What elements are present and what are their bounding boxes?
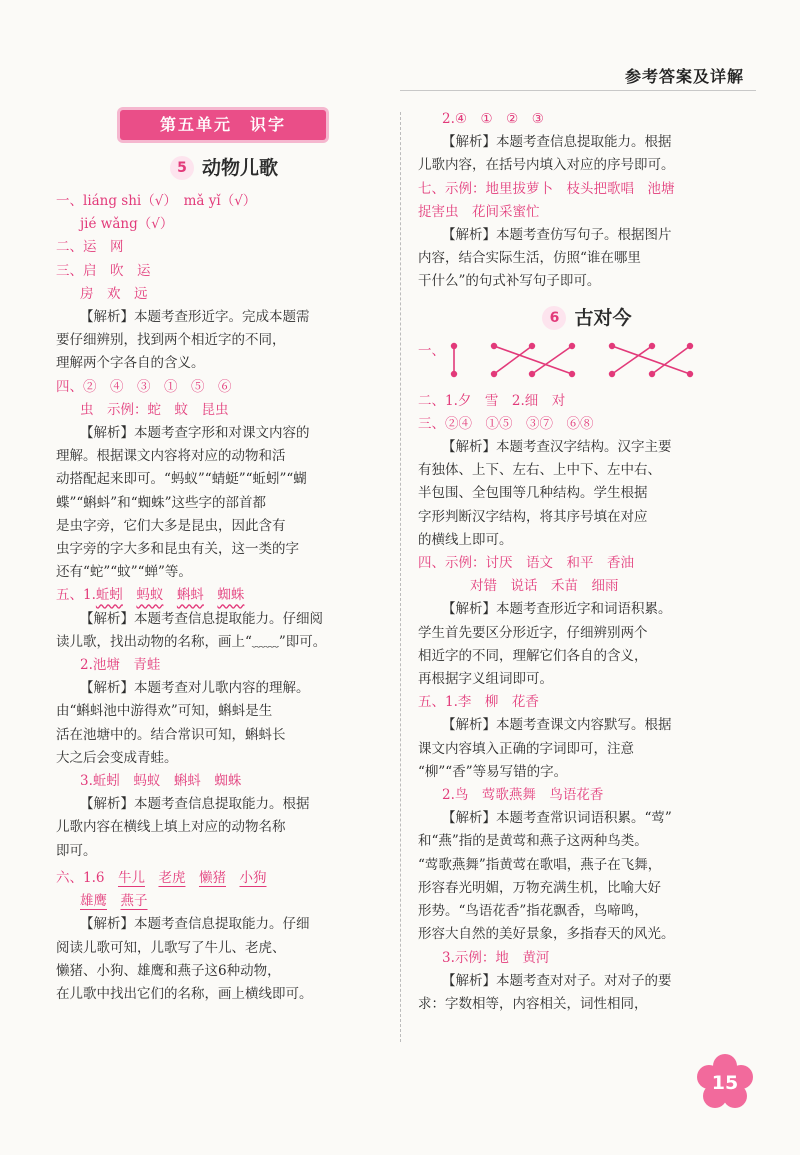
- page-number-badge: [696, 1054, 754, 1112]
- answer-line: [56, 584, 392, 607]
- lesson-title: 动物儿歌: [201, 157, 278, 179]
- explanation-line: 【解析】本题考查信息提取能力。根据: [80, 796, 310, 813]
- answer-prefix: 六、1.6: [56, 869, 105, 886]
- answer-line: 3.蚯蚓 蚂蚁 蝌蚪 蜘蛛: [80, 773, 242, 790]
- answer-line: 2.鸟 莺歌燕舞 鸟语花香: [442, 787, 604, 804]
- answer-line: 五、1.李 柳 花香: [418, 694, 539, 711]
- explanation-line: 由“蝌蚪池中游得欢”可知，蝌蚪是生: [56, 703, 273, 720]
- explanation-line: 【解析】本题考查信息提取能力。根据: [442, 134, 672, 151]
- wavy-word: 蜘蛛: [217, 587, 245, 604]
- explanation-line: 动搭配起来即可。“蚂蚁”“蜻蜓”“蚯蚓”“蝴: [56, 471, 307, 488]
- explanation-line: 懒猪、小狗、雄鹰和燕子这6种动物，: [56, 962, 281, 979]
- explanation-line: 儿歌内容，在括号内填入对应的序号即可。: [418, 157, 675, 174]
- underlined-word: 雄鹰: [80, 893, 107, 910]
- explanation-line: 有独体、上下、左右、上中下、左中右、: [418, 462, 661, 479]
- match-dot: [492, 343, 497, 348]
- explanation-line: 要仔细辨别，找到两个相近字的不同，: [56, 332, 286, 349]
- answer-line: 一、liáng shi（√） mǎ yǐ（√）: [56, 193, 257, 209]
- explanation-line: 【解析】本题考查常识词语积累。“莺”: [442, 810, 672, 827]
- explanation-line: 【解析】本题考查字形和对课文内容的: [80, 425, 310, 442]
- explanation-line: 和“燕”指的是黄莺和燕子这两种鸟类。: [418, 833, 648, 850]
- explanation-line: 即可。: [56, 842, 97, 859]
- answer-line: 三、②④ ①⑤ ③⑦ ⑥⑧: [418, 415, 594, 432]
- answer-line: 房 欢 远: [80, 285, 148, 302]
- answer-prefix: 五、1.: [56, 587, 96, 604]
- lesson-number-badge: 6: [542, 306, 566, 330]
- explanation-line: 半包围、全包围等几种结构。学生根据: [418, 485, 648, 502]
- match-dot: [492, 371, 497, 376]
- answer-line: 七、示例：地里拔萝卜 枝头把歌唱 池塘: [418, 180, 675, 197]
- explanation-line: 儿歌内容在横线上填上对应的动物名称: [56, 819, 286, 836]
- match-dot: [570, 343, 575, 348]
- unit-banner: 第五单元 识字: [120, 110, 326, 140]
- explanation-line: “莺歌燕舞”指黄莺在歌唱，燕子在飞舞，: [418, 856, 662, 873]
- answer-line: 二、运 网: [56, 239, 124, 256]
- lesson-heading: [418, 304, 756, 332]
- underlined-word: 牛儿: [117, 869, 145, 886]
- explanation-line: 形容春光明媚，万物充满生机，比喻大好: [418, 879, 661, 896]
- underlined-word: 小狗: [239, 869, 267, 886]
- answer-line: [56, 890, 392, 913]
- left-column: [56, 110, 392, 1006]
- matching-diagram: [418, 340, 756, 384]
- explanation-line: 理解两个字各自的含义。: [56, 355, 205, 372]
- explanation-line: 课文内容填入正确的字词即可，注意: [418, 740, 634, 757]
- explanation-line: 还有“蛇”“蚊”“蝉”等。: [56, 564, 192, 581]
- right-column: [418, 108, 756, 1016]
- answer-line: 2.④ ① ② ③: [442, 111, 544, 127]
- explanation-line: 虫字旁的字大多和昆虫有关，这一类的字: [56, 541, 299, 558]
- answer-line: [56, 867, 392, 890]
- explanation-line: 再根据字义组词即可。: [418, 671, 553, 688]
- match-dot: [452, 371, 457, 376]
- page-header: [0, 60, 800, 96]
- underlined-word: 老虎: [158, 869, 186, 886]
- match-dot: [530, 343, 535, 348]
- explanation-line: 是虫字旁，它们大多是昆虫，因此含有: [56, 517, 286, 534]
- explanation-line: 【解析】本题考查汉字结构。汉字主要: [442, 439, 672, 456]
- match-dot: [610, 343, 615, 348]
- lesson-title: 古对今: [574, 306, 632, 329]
- match-dot: [452, 343, 457, 348]
- explanation-line: 【解析】本题考查形近字。完成本题需: [80, 309, 310, 326]
- header-rule: [400, 90, 756, 91]
- match-dot: [650, 371, 655, 376]
- explanation-line: 【解析】本题考查形近字和词语积累。: [442, 601, 672, 618]
- answer-line: jié wǎng（√）: [80, 216, 174, 233]
- match-dot: [650, 343, 655, 348]
- explanation-line: “柳”“香”等易写错的字。: [418, 763, 568, 780]
- answer-line: 捉害虫 花间采蜜忙: [418, 203, 540, 220]
- explanation-line: 相近字的不同，理解它们各自的含义，: [418, 647, 648, 664]
- answer-prefix: 一、: [418, 342, 445, 359]
- match-dot: [610, 371, 615, 376]
- lesson-heading: [56, 154, 392, 182]
- explanation-line: 在儿歌中找出它们的名称，画上横线即可。: [56, 985, 313, 1002]
- explanation-line: 【解析】本题考查对对子。对对子的要: [442, 972, 672, 989]
- match-line: [612, 346, 690, 374]
- match-line: [494, 346, 532, 374]
- explanation-line: 学生首先要区分形近字，仔细辨别两个: [418, 624, 648, 641]
- wavy-word: 蚂蚁: [136, 587, 164, 604]
- explanation-line: 形势。“鸟语花香”指花飘香，鸟啼鸣，: [418, 903, 648, 920]
- answer-line: 虫 示例：蛇 蚊 昆虫: [80, 401, 229, 418]
- explanation-line: 蝶”“蝌蚪”和“蜘蛛”这些字的部首都: [56, 494, 267, 511]
- lesson-number-badge: 5: [170, 156, 194, 180]
- answer-line: 3.示例：地 黄河: [442, 949, 550, 966]
- explanation-line: 读儿歌，找出动物的名称，画上“﹏﹏”即可。: [56, 633, 327, 650]
- explanation-line: 字形判断汉字结构，将其序号填在对应: [418, 508, 648, 525]
- match-line: [612, 346, 652, 374]
- page-number: 15: [711, 1072, 739, 1094]
- explanation-line: 【解析】本题考查课文内容默写。根据: [442, 717, 672, 734]
- wavy-word: 蝌蚪: [176, 587, 204, 604]
- column-divider: [400, 112, 401, 1042]
- explanation-line: 内容，结合实际生活，仿照“谁在哪里: [418, 250, 641, 267]
- underlined-word: 懒猪: [198, 869, 226, 886]
- answer-line: 三、启 吹 运: [56, 262, 151, 279]
- explanation-line: 【解析】本题考查对儿歌内容的理解。: [80, 680, 310, 697]
- explanation-line: 【解析】本题考查信息提取能力。仔细阅: [80, 610, 323, 627]
- answer-line: 二、1.夕 雪 2.细 对: [418, 392, 566, 409]
- match-line: [652, 346, 690, 374]
- header-title: 参考答案及详解: [624, 67, 744, 86]
- answer-line: 四、示例：讨厌 语文 和平 香油: [418, 555, 634, 572]
- explanation-line: 干什么”的句式补写句子即可。: [418, 273, 601, 290]
- answer-line: 2.池塘 青蛙: [80, 657, 161, 674]
- match-dot: [530, 371, 535, 376]
- explanation-line: 理解。根据课文内容将对应的动物和活: [56, 448, 286, 465]
- explanation-line: 求：字数相等，内容相关，词性相同，: [418, 995, 648, 1012]
- explanation-line: 形容大自然的美好景象，多指春天的风光。: [418, 926, 675, 943]
- explanation-line: 【解析】本题考查信息提取能力。仔细: [80, 916, 310, 933]
- answer-line: 对错 说话 禾苗 细雨: [470, 578, 619, 595]
- match-line: [532, 346, 572, 374]
- explanation-line: 大之后会变成青蛙。: [56, 749, 178, 766]
- match-dot: [688, 371, 693, 376]
- explanation-line: 的横线上即可。: [418, 531, 513, 548]
- answer-line: 四、② ④ ③ ① ⑤ ⑥: [56, 378, 232, 395]
- wavy-word: 蚯蚓: [95, 587, 123, 604]
- match-dot: [570, 371, 575, 376]
- explanation-line: 【解析】本题考查仿写句子。根据图片: [442, 227, 672, 244]
- match-line: [494, 346, 572, 374]
- match-dot: [688, 343, 693, 348]
- explanation-line: 活在池塘中的。结合常识可知，蝌蚪长: [56, 726, 286, 743]
- explanation-line: 阅读儿歌可知，儿歌写了牛儿、老虎、: [56, 939, 286, 956]
- matching-lines: [448, 340, 748, 384]
- underlined-word: 燕子: [120, 893, 148, 910]
